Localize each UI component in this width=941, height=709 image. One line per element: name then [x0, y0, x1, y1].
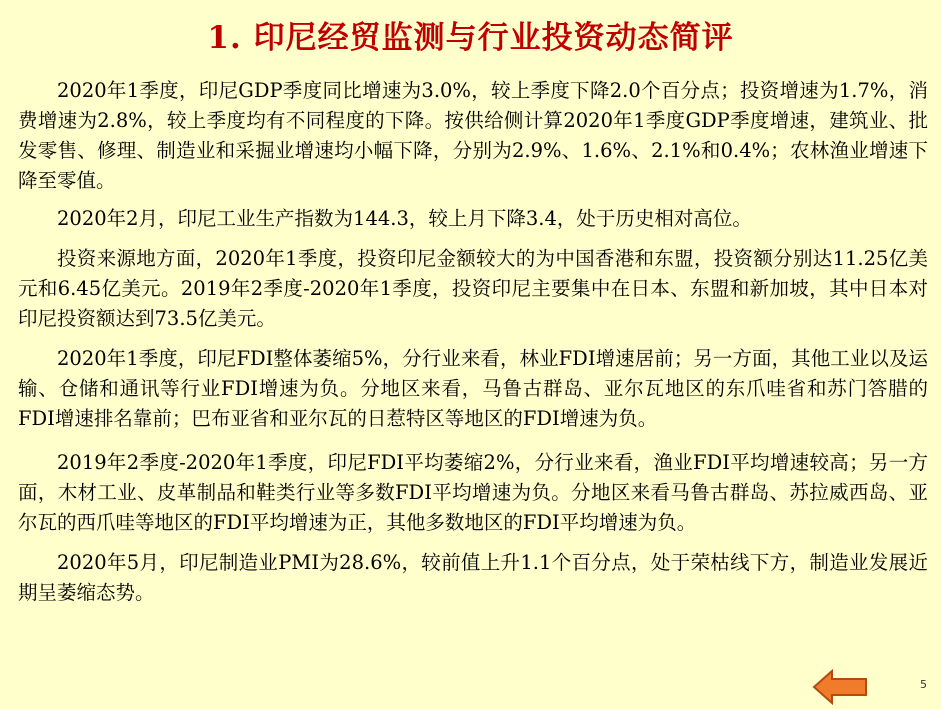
paragraph-fdi-quarter: 2020年1季度，印尼FDI整体萎缩5%，分行业来看，林业FDI增速居前；另一方面，其他工业以及运输、仓储和通讯等行业FDI增速为负。分地区来看，马鲁古群岛、亚尔瓦地区的东爪哇省和苏门答腊的FDI增速排名靠前；巴布亚省和亚尔瓦的日惹特区等地区的FDI增速为负。 [18, 347, 928, 430]
paragraph-gdp: 2020年1季度，印尼GDP季度同比增速为3.0%，较上季度下降2.0个百分点；投资增速为1.7%，消费增速为2.8%，较上季度均有不同程度的下降。按供给侧计算2020年1季度GDP季度增速，建筑业、批发零售、修理、制造业和采掘业增速均小幅下降，分别为2.9%、1.6%、2.1%和0.4%；农林渔业增速下降至零值。 [18, 79, 928, 192]
left-arrow-icon[interactable] [812, 669, 868, 705]
paragraph-industrial-index: 2020年2月，印尼工业生产指数为144.3，较上月下降3.4，处于历史相对高位。 [57, 207, 752, 230]
slide-body [18, 76, 928, 608]
paragraph-pmi: 2020年5月，印尼制造业PMI为28.6%，较前值上升1.1个百分点，处于荣枯线下方，制造业发展近期呈萎缩态势。 [18, 551, 928, 604]
paragraph-fdi-average: 2019年2季度-2020年1季度，印尼FDI平均萎缩2%，分行业来看，渔业FDI平均增速较高；另一方面，木材工业、皮革制品和鞋类行业等多数FDI平均增速为负。分地区来看马鲁古群岛、苏拉威西岛、亚尔瓦的西爪哇等地区的FDI平均增速为正，其他多数地区的FDI平均增速为负。 [18, 451, 928, 534]
page-number: 5 [920, 678, 927, 691]
paragraph-investment-source: 投资来源地方面，2020年1季度，投资印尼金额较大的为中国香港和东盟，投资额分别达11.25亿美元和6.45亿美元。2019年2季度-2020年1季度，投资印尼主要集中在日本、东盟和新加坡，其中日本对印尼投资额达到73.5亿美元。 [18, 247, 928, 330]
slide-title: 1. 印尼经贸监测与行业投资动态简评 [207, 20, 734, 56]
